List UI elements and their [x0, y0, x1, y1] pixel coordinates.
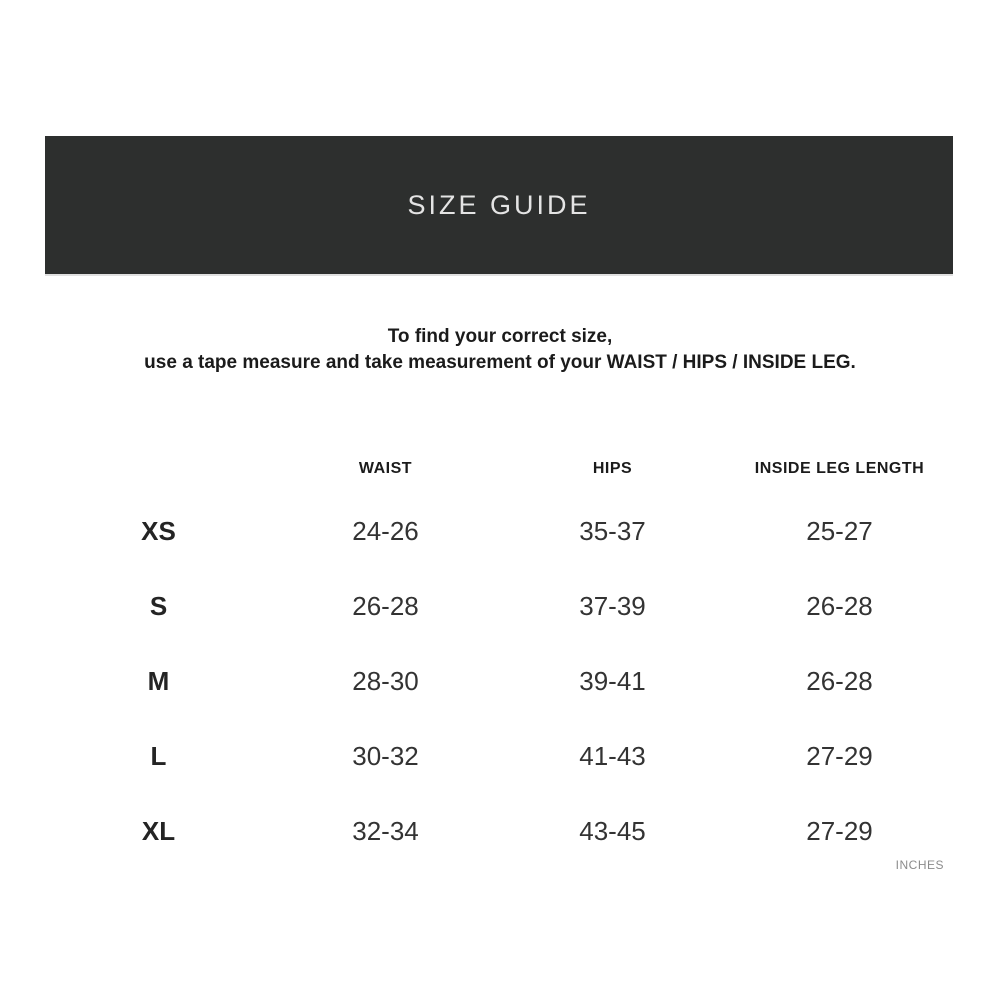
table-row-xs: [45, 494, 953, 569]
table-header-row: [45, 444, 953, 494]
hips-value: 43-45: [579, 816, 646, 846]
column-header-hips: HIPS: [592, 460, 633, 477]
waist-value: 24-26: [352, 516, 419, 546]
inside-leg-value: 26-28: [806, 591, 873, 621]
inside-leg-value: 27-29: [806, 816, 873, 846]
unit-label: INCHES: [895, 858, 944, 872]
inside-leg-value: 25-27: [806, 516, 873, 546]
waist-value: 32-34: [352, 816, 419, 846]
waist-value: 30-32: [352, 741, 419, 771]
size-label: S: [149, 591, 168, 621]
hips-value: 41-43: [579, 741, 646, 771]
column-header-waist: WAIST: [358, 460, 413, 477]
table-row-s: [45, 569, 953, 644]
size-table: [45, 444, 953, 869]
size-label: L: [150, 741, 167, 771]
inside-leg-value: 26-28: [806, 666, 873, 696]
waist-value: 28-30: [352, 666, 419, 696]
hips-value: 39-41: [579, 666, 646, 696]
waist-value: 26-28: [352, 591, 419, 621]
size-label: XS: [141, 516, 176, 546]
hips-value: 37-39: [579, 591, 646, 621]
inside-leg-value: 27-29: [806, 741, 873, 771]
column-header-inside-leg: INSIDE LEG LENGTH: [754, 460, 925, 477]
table-row-m: [45, 644, 953, 719]
page-title: SIZE GUIDE: [407, 189, 591, 220]
instructions-line-2: use a tape measure and take measurement of your WAIST / HIPS / INSIDE LEG.: [144, 352, 856, 373]
size-label: XL: [141, 816, 176, 846]
instructions-text: [0, 324, 1000, 376]
size-label: M: [147, 666, 170, 696]
instructions-line-1: To find your correct size,: [387, 326, 613, 347]
size-guide-banner: [45, 136, 953, 274]
table-row-xl: [45, 794, 953, 869]
hips-value: 35-37: [579, 516, 646, 546]
table-row-l: [45, 719, 953, 794]
